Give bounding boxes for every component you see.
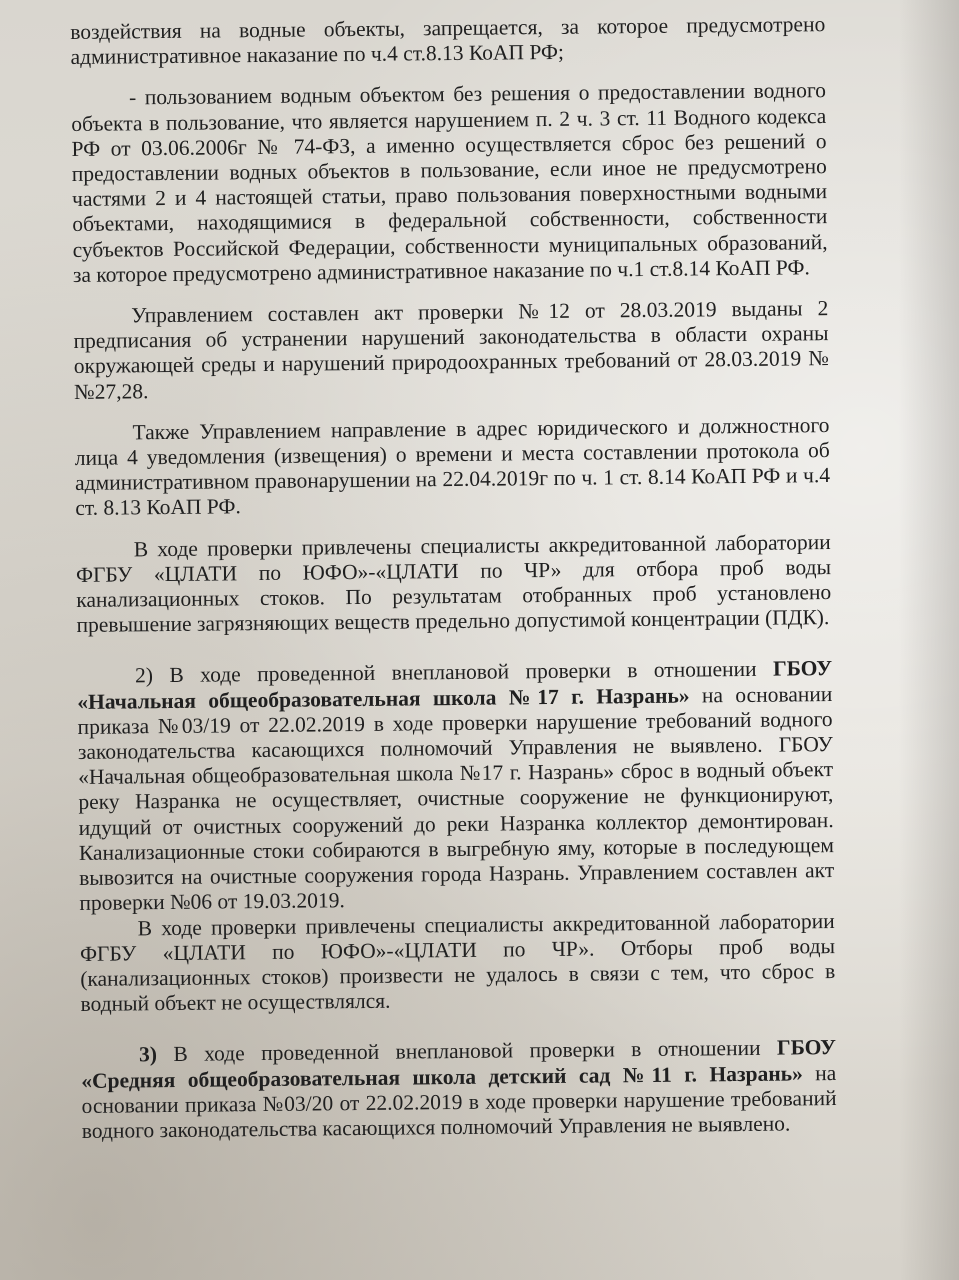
page-shadow [899, 0, 959, 1280]
paragraph-body-text: на основании приказа №03/19 от 22.02.2019 в ходе проверки нарушение требований водного законодательства касающихся полномочий Управления не выявлено. ГБОУ «Начальная общеобразовательная школа №17 г. Назрань» сброс в водный объект реку Назранка не осуществляет, очистные сооружение не функционируют, идущий от очистных сооружений до реки Назранка коллектор демонтирован. Канализационные стоки собираются в выгребную яму, которые в последующем вывозится на очистные сооружения города Назрань. Управлением составлен акт проверки №06 от 19.03.2019. [77, 681, 835, 916]
document-body [70, 0, 837, 1144]
paragraph-violation-813: воздействия на водные объекты, запрещается, за которое предусмотрено административное наказание по ч.4 ст.8.13 КоАП РФ; [70, 12, 826, 70]
paragraph-body-text: на основании приказа №03/20 от 22.02.2019 в ходе проверки нарушение требований водного законодательства касающихся полномочий Управления не выявлено. [81, 1060, 837, 1143]
paragraph-lab-sampling: В ходе проверки привлечены специалисты аккредитованной лаборатории ФГБУ «ЦЛАТИ по ЮФО»-«ЦЛАТИ по ЧР» для отбора проб воды канализационных стоков. По результатам отобранных проб установлено превышение загрязняющих веществ предельно допустимой концентрации (ПДК). [75, 529, 832, 638]
organization-name-school-17: ГБОУ «Начальная общеобразовательная школа №17 г. Назрань» [77, 656, 833, 714]
paragraph-violation-814: - пользованием водным объектом без решения о предоставлении водного объекта в пользование, что является нарушением п. 2 ч. 3 ст. 11 Водного кодекса РФ от 03.06.2006г № 74-ФЗ, а именно осуществляется сброс без решений о предоставлении водных объектов в пользование, если иное не предусмотрено частями 2 и 4 настоящей статьи, право пользования поверхностными водными объектами, находящимися в федеральной собственности, собственности субъектов Российской Федерации, собственности муниципальных образований, за которое предусмотрено административное наказание по ч.1 ст.8.14 КоАП РФ. [71, 78, 828, 287]
paragraph-school-11 [81, 1035, 837, 1144]
organization-name-school-11: ГБОУ «Средняя общеобразовательная школа детский сад №11 г. Назрань» [81, 1035, 837, 1093]
paragraph-lead-text: 2) В ходе проведенной внеплановой проверки в отношении [134, 657, 774, 688]
paragraph-school-17 [77, 657, 835, 917]
paragraph-lab-no-sampling: В ходе проверки привлечены специалисты аккредитованной лаборатории ФГБУ «ЦЛАТИ по ЮФО»-«ЦЛАТИ по ЧР». Отборы проб воды (канализационных стоков) произвести не удалось в связи с тем, что сброс в водный объект не осуществлялся. [79, 908, 836, 1017]
paragraph-inspection-act-12: Управлением составлен акт проверки №12 от 28.03.2019 выданы 2 предписания об устранении нарушений законодательства в области охраны окружающей среды и нарушений природоохранных требований от 28.03.2019 №№27,28. [73, 296, 829, 404]
paragraph-notifications: Также Управлением направление в адрес юридического и должностного лица 4 уведомления (извещения) о времени и места составлении протокола об административном правонарушении на 22.04.2019г по ч. 1 ст. 8.14 КоАП РФ и ч.4 ст. 8.13 КоАП РФ. [74, 412, 831, 521]
paragraph-lead-text: В ходе проведенной внеплановой проверки в отношении [156, 1035, 778, 1067]
item-number: 3) [138, 1042, 158, 1067]
